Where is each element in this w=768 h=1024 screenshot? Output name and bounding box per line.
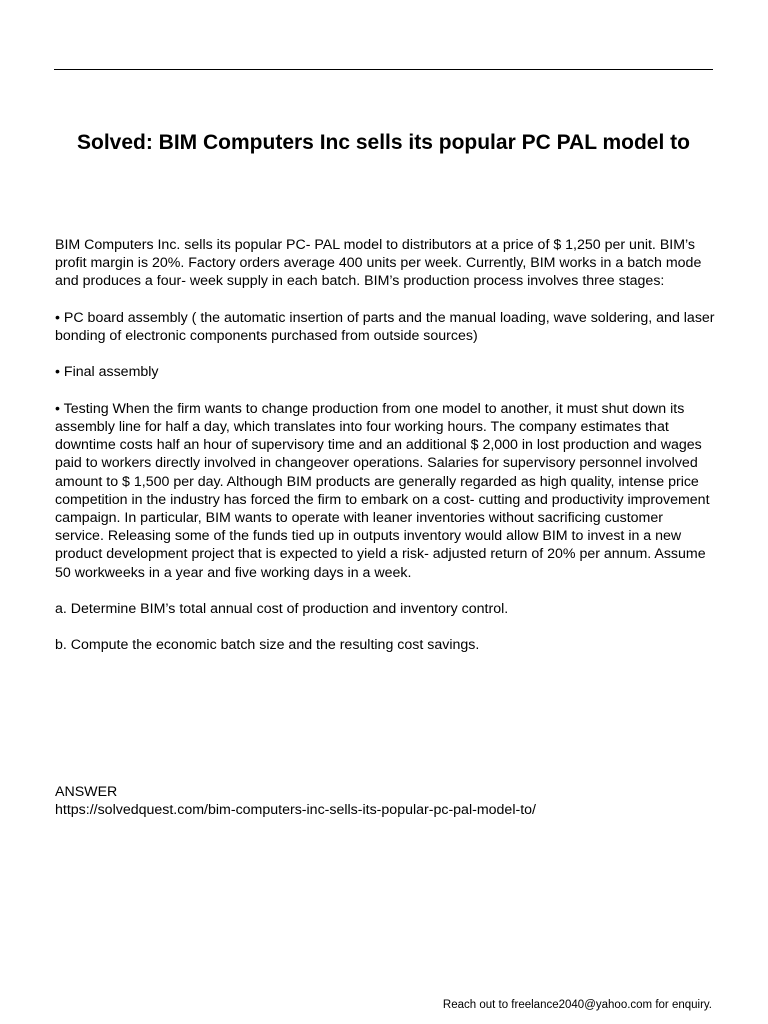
answer-section	[55, 783, 536, 819]
answer-link[interactable]: https://solvedquest.com/bim-computers-inc-sells-its-popular-pc-pal-model-to/	[55, 802, 536, 819]
header-divider	[54, 69, 713, 70]
answer-label: ANSWER	[55, 784, 118, 800]
intro-paragraph: BIM Computers Inc. sells its popular PC- PAL model to distributors at a price of $ 1,250 per unit. BIM’s profit margin is 20%. Factory orders average 400 units per week. Currently, BIM works in a batch mode and produces a four- week supply in each batch. BIM’s production process involves three stages:	[55, 237, 702, 290]
stage-testing-paragraph: • Testing When the firm wants to change production from one model to another, it must shut down its assembly line for half a day, which translates into four working hours. The company estimates that downtime costs half an hour of supervisory time and an additional $ 2,000 in lost production and wages paid to workers directly involved in changeover operations. Salaries for supervisory personnel involved amount to $ 1,500 per day. Although BIM products are generally regarded as high quality, intense price competition in the industry has forced the firm to embark on a cost- cutting and productivity improvement campaign. In particular, BIM wants to operate with leaner inventories without sacrificing customer service. Releasing some of the funds tied up in outputs inventory would allow BIM to invest in a new product development project that is expected to yield a risk- adjusted return of 20% per annum. Assume 50 workweeks in a year and five working days in a week.	[55, 400, 710, 581]
page-title: Solved: BIM Computers Inc sells its popular PC PAL model to	[77, 131, 690, 154]
question-b: b. Compute the economic batch size and the resulting cost savings.	[55, 637, 480, 654]
stage-final-assembly: • Final assembly	[55, 364, 159, 381]
question-body	[55, 236, 715, 673]
stage-pc-board-assembly: • PC board assembly ( the automatic insertion of parts and the manual loading, wave soldering, and laser bonding of electronic components purchased from outside sources)	[55, 309, 715, 344]
question-a: a. Determine BIM’s total annual cost of production and inventory control.	[55, 601, 509, 617]
footer-contact: Reach out to freelance2040@yahoo.com for enquiry.	[442, 999, 712, 1011]
